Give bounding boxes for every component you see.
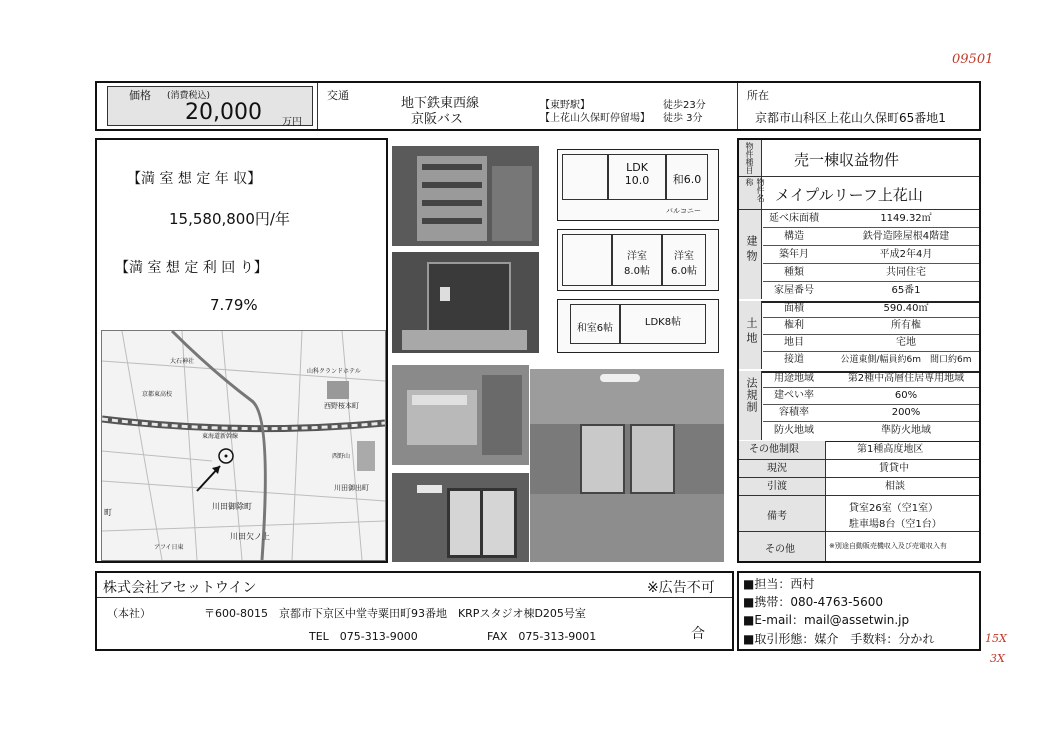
building-row — [763, 210, 979, 228]
company-fax: FAX 075-313-9001 — [487, 630, 597, 643]
room-size: 8.0帖 — [624, 266, 650, 277]
building-row — [763, 228, 979, 246]
land-rows — [763, 301, 979, 369]
building-exterior-photo — [392, 146, 539, 246]
contact-footer — [737, 571, 981, 651]
status-value: 賃貸中 — [879, 463, 909, 474]
floorplan-room — [662, 234, 706, 286]
company-tel: TEL 075-313-9000 — [309, 630, 418, 643]
building-label: 建物 — [745, 235, 758, 265]
divider — [737, 83, 738, 129]
property-type-row — [739, 140, 979, 177]
regulation-row — [763, 388, 979, 405]
remarks-row — [739, 496, 979, 532]
row-key: 防火地域 — [774, 425, 814, 436]
remarks-value: 駐車場8台（空1台） — [849, 519, 942, 530]
row-value: 65番1 — [891, 285, 921, 296]
station-1: 【東野駅】 — [540, 100, 590, 111]
property-table — [737, 138, 981, 563]
regulation-rows — [763, 371, 979, 440]
regulation-row — [763, 405, 979, 422]
kitchen-photo — [392, 365, 529, 465]
floorplan-1 — [557, 149, 719, 221]
row-value: 共同住宅 — [886, 267, 926, 278]
property-type-value: 売一棟収益物件 — [794, 151, 900, 169]
mobile-number: ■携帯：080-4763-5600 — [743, 595, 883, 609]
room-size: 6.0帖 — [671, 266, 697, 277]
yield-rate-value: 7.79% — [210, 296, 258, 314]
regulation-section — [739, 371, 979, 442]
row-key: 地目 — [784, 337, 804, 348]
status-row — [739, 460, 979, 478]
yield-rate-label: 【満 室 想 定 利 回 り】 — [115, 260, 268, 276]
row-key: 延べ床面積 — [769, 213, 819, 224]
land-row — [763, 352, 979, 369]
walk-2: 徒歩 3分 — [663, 113, 703, 124]
price-unit: 万円 — [282, 117, 302, 128]
map-label: 町 — [104, 508, 112, 517]
annual-income-value: 15,580,800円/年 — [169, 210, 290, 228]
map-label: 山科クランドホテル — [307, 368, 361, 375]
row-value: 宅地 — [896, 337, 916, 348]
row-key: 用途地域 — [774, 373, 814, 384]
row-key: 家屋番号 — [774, 285, 814, 296]
map-label: アフイ日東 — [154, 544, 184, 551]
map-label: 西野桜本町 — [324, 402, 359, 410]
row-key: 容積率 — [779, 407, 809, 418]
land-row — [763, 318, 979, 335]
row-key: 権利 — [784, 320, 804, 331]
divider — [97, 597, 732, 598]
floorplan-room — [612, 234, 662, 286]
price-value: 20,000 — [185, 100, 262, 125]
map-label: 川田御除町 — [212, 502, 252, 511]
transport-label: 交通 — [327, 89, 349, 102]
email-address[interactable]: ■E-mail：mail@assetwin.jp — [743, 613, 910, 627]
room-label: 和室6帖 — [576, 323, 614, 334]
transport-line-1: 地下鉄東西線 — [401, 96, 480, 111]
property-type-label: 物件種目 — [745, 142, 754, 174]
delivery-label: 引渡 — [767, 481, 787, 492]
status-label: 現況 — [767, 463, 787, 474]
transport-line-2: 京阪バス — [411, 112, 464, 127]
row-value: 1149.32㎡ — [880, 213, 932, 224]
floorplan-room — [570, 304, 620, 344]
location-value: 京都市山科区上花山久保町65番地1 — [755, 111, 946, 125]
property-name-label: 物件名称 — [745, 178, 765, 202]
regulation-row — [763, 422, 979, 440]
row-key: 建ぺい率 — [774, 390, 814, 401]
row-key: 構造 — [784, 231, 804, 242]
map-label: 大石神社 — [170, 358, 195, 365]
row-key: 種類 — [784, 267, 804, 278]
remarks-value: 貸室26室（空1室） — [849, 503, 939, 514]
company-name: 株式会社アセットウイン — [103, 580, 257, 596]
map-label: 川田欠ノ上 — [230, 532, 270, 541]
regulation-row — [763, 371, 979, 388]
station-2: 【上花山久保町停留場】 — [540, 113, 650, 124]
floorplan-room — [562, 154, 608, 200]
room-label: 洋室 — [627, 251, 647, 262]
row-key: 面積 — [784, 303, 804, 314]
handwritten-mark-top: 15X — [985, 632, 1007, 645]
floorplan-room — [666, 154, 708, 200]
map-label: 京都東高校 — [142, 391, 173, 398]
land-label: 土地 — [745, 317, 758, 347]
row-value: 60% — [894, 390, 918, 401]
building-row — [763, 264, 979, 282]
land-row — [763, 301, 979, 318]
yield-panel — [95, 138, 388, 563]
misc-value: ※別途自動販売機収入及び売電収入有 — [829, 542, 947, 550]
divider — [317, 83, 318, 129]
interior-room-photo — [530, 369, 724, 562]
hq-label: （本社） — [107, 607, 151, 620]
floorplan-room — [562, 234, 612, 286]
building-section — [739, 210, 979, 303]
handwritten-mark-bottom: 3X — [990, 652, 1005, 665]
floorplan-2 — [557, 229, 719, 291]
no-advertising-note: ※広告不可 — [647, 580, 715, 596]
area-map — [101, 330, 386, 561]
row-value: 公道東側/幅員約6m 間口約6m — [840, 355, 972, 365]
remarks-label: 備考 — [767, 511, 787, 522]
price-tax-note: (消費税込) — [167, 91, 211, 101]
other-limit-label: その他制限 — [749, 444, 799, 455]
other-limit-value: 第1種高度地区 — [857, 444, 924, 455]
company-footer — [95, 571, 734, 651]
staff-stamp: 合 — [691, 626, 705, 642]
company-address: 〒600-8015 京都市下京区中堂寺粟田町93番地 KRPスタジオ棟D205号室 — [204, 607, 586, 620]
delivery-value: 相談 — [885, 481, 905, 492]
balcony-label: バルコニー — [666, 207, 701, 215]
row-value: 鉄骨造陸屋根4階建 — [862, 231, 950, 242]
row-value: 所有権 — [891, 320, 921, 331]
land-row — [763, 335, 979, 352]
room-label: 洋室 — [674, 251, 694, 262]
floorplan-3 — [557, 299, 719, 353]
room-label: 和6.0 — [672, 173, 702, 186]
regulation-label: 法規制 — [745, 377, 758, 413]
floorplan-room — [620, 304, 706, 344]
annual-income-label: 【満 室 想 定 年 収】 — [127, 171, 262, 187]
row-key: 築年月 — [779, 249, 809, 260]
row-value: 準防火地域 — [881, 425, 931, 436]
room-balcony-photo — [392, 473, 529, 562]
transaction-terms: ■取引形態：媒介 手数料：分かれ — [743, 632, 935, 646]
building-rows — [763, 210, 979, 299]
row-value: 590.40㎡ — [883, 303, 929, 314]
map-label: 西野山 — [332, 453, 351, 460]
delivery-row — [739, 478, 979, 496]
row-value: 200% — [891, 407, 921, 418]
row-key: 接道 — [784, 354, 804, 365]
room-label: LDK — [626, 161, 648, 174]
misc-label: その他 — [765, 544, 795, 555]
staff-name: ■担当：西村 — [743, 577, 815, 591]
building-row — [763, 282, 979, 299]
land-section — [739, 301, 979, 373]
room-label: LDK8帖 — [644, 317, 682, 328]
room-size: 10.0 — [624, 174, 650, 187]
location-label: 所在 — [747, 89, 769, 102]
property-name-value: メイプルリーフ上花山 — [775, 186, 923, 204]
property-name-row — [739, 177, 979, 210]
map-label: 川田御出町 — [334, 484, 369, 492]
entrance-photo — [392, 252, 539, 353]
floorplan-room — [608, 154, 666, 200]
handwritten-code: 09501 — [952, 52, 994, 67]
other-limit-row — [739, 441, 979, 460]
row-value: 第2種中高層住居専用地域 — [847, 373, 965, 384]
map-label: 東海道新幹線 — [202, 433, 239, 440]
misc-row — [739, 532, 979, 561]
row-value: 平成2年4月 — [879, 249, 933, 260]
price-label: 価格 — [129, 89, 151, 102]
building-row — [763, 246, 979, 264]
walk-1: 徒歩23分 — [663, 100, 706, 111]
header-bar — [95, 81, 981, 131]
